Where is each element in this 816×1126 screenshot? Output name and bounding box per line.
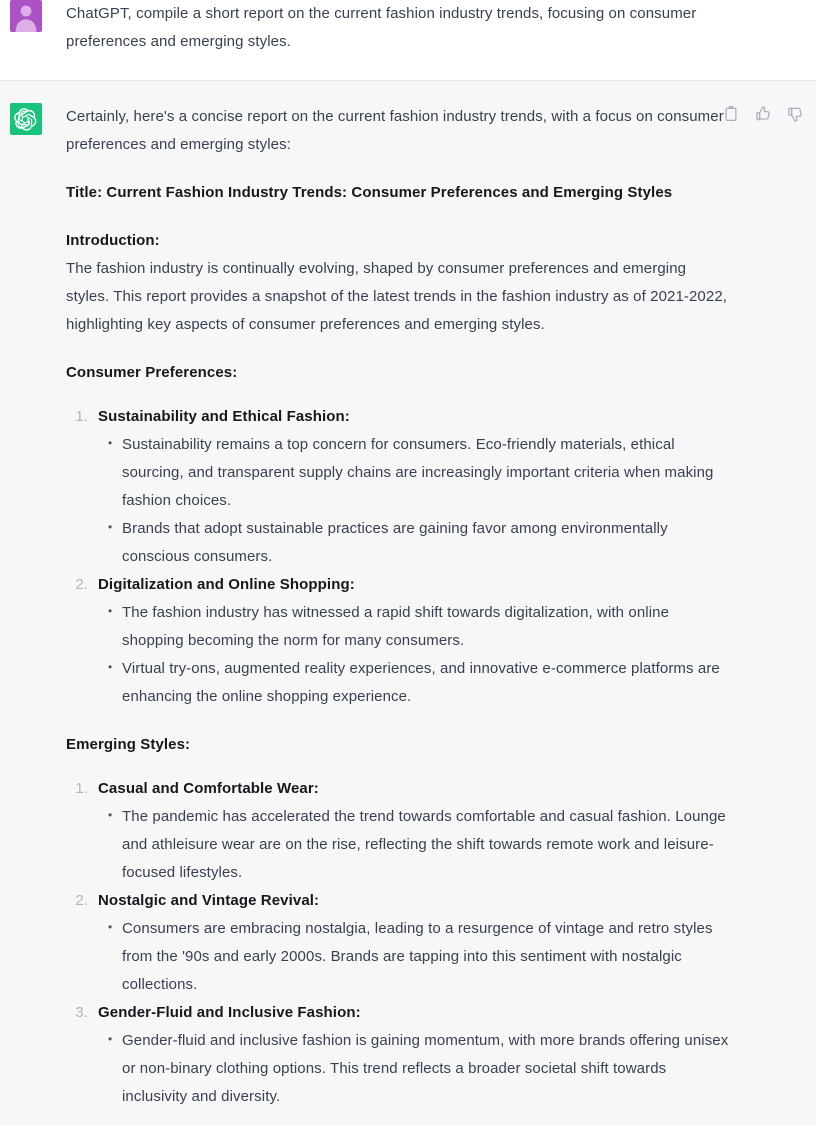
section-heading-consumer-preferences: Consumer Preferences: — [66, 364, 238, 381]
user-message-text: ChatGPT, compile a short report on the current fashion industry trends, focusing on consumer preferences and emerging styles. — [66, 5, 697, 50]
chatgpt-avatar — [10, 103, 42, 135]
message-actions — [722, 105, 804, 123]
sub-bullet-list — [98, 431, 730, 571]
user-message — [0, 0, 816, 80]
list-item — [92, 887, 730, 999]
user-message-inner — [0, 0, 816, 56]
list-item: • Virtual try-ons, augmented reality experiences, and innovative e-commerce platforms are enhancing the online shopping experience. — [122, 655, 730, 711]
assistant-message-inner — [0, 103, 816, 1111]
list-item: • The fashion industry has witnessed a rapid shift towards digitalization, with online shopping becoming the norm for many consumers. — [122, 599, 730, 655]
list-item: • Gender-fluid and inclusive fashion is gaining momentum, with more brands offering unisex or non-binary clothing options. This trend reflects a broader societal shift towards inclusivity and diversity. — [122, 1027, 730, 1111]
list-item — [92, 999, 730, 1111]
spacer — [66, 387, 730, 403]
spacer — [66, 711, 730, 731]
list-item: • The pandemic has accelerated the trend towards comfortable and casual fashion. Lounge and athleisure wear are on the rise, reflecting the shift towards remote work and leisure-focused lifestyles. — [122, 803, 730, 887]
list-item-title: 3. Gender-Fluid and Inclusive Fashion: — [98, 1004, 361, 1021]
list-item — [92, 403, 730, 571]
spacer — [66, 207, 730, 227]
list-item — [92, 571, 730, 711]
emerging-styles-list — [66, 775, 730, 1111]
thumbs-up-icon[interactable] — [754, 105, 772, 123]
user-avatar — [10, 0, 42, 32]
list-item: • Consumers are embracing nostalgia, leading to a resurgence of vintage and retro styles from the '90s and early 2000s. Brands are tapping into this sentiment with nostalgic collections. — [122, 915, 730, 999]
consumer-preferences-list — [66, 403, 730, 711]
spacer — [66, 159, 730, 179]
spacer — [66, 759, 730, 775]
copy-icon[interactable] — [722, 105, 740, 123]
list-item: • Sustainability remains a top concern for consumers. Eco-friendly materials, ethical sourcing, and transparent supply chains are increasingly important criteria when making fashion choices. — [122, 431, 730, 515]
sub-bullet-list — [98, 803, 730, 887]
sub-bullet-list — [98, 599, 730, 711]
assistant-message — [0, 80, 816, 1125]
thumbs-down-icon[interactable] — [786, 105, 804, 123]
list-item-title: 1. Casual and Comfortable Wear: — [98, 780, 319, 797]
sub-bullet-list — [98, 1027, 730, 1111]
spacer — [66, 339, 730, 359]
list-item — [92, 775, 730, 887]
introduction-body: The fashion industry is continually evolving, shaped by consumer preferences and emerging styles. This report provides a snapshot of the latest trends in the fashion industry as of 2021-2022, highlighting key aspects of consumer preferences and emerging styles. — [66, 260, 728, 333]
list-item: • Brands that adopt sustainable practices are gaining favor among environmentally conscious consumers. — [122, 515, 730, 571]
list-item-title: 2. Digitalization and Online Shopping: — [98, 576, 355, 593]
report-title: Title: Current Fashion Industry Trends: Consumer Preferences and Emerging Styles — [66, 184, 673, 201]
sub-bullet-list — [98, 915, 730, 999]
introduction-heading: Introduction: — [66, 232, 160, 249]
section-heading-emerging-styles: Emerging Styles: — [66, 736, 191, 753]
assistant-intro-text: Certainly, here's a concise report on the current fashion industry trends, with a focus on consumer preferences and emerging styles: — [66, 108, 724, 153]
list-item-title: 1. Sustainability and Ethical Fashion: — [98, 408, 350, 425]
list-item-title: 2. Nostalgic and Vintage Revival: — [98, 892, 320, 909]
